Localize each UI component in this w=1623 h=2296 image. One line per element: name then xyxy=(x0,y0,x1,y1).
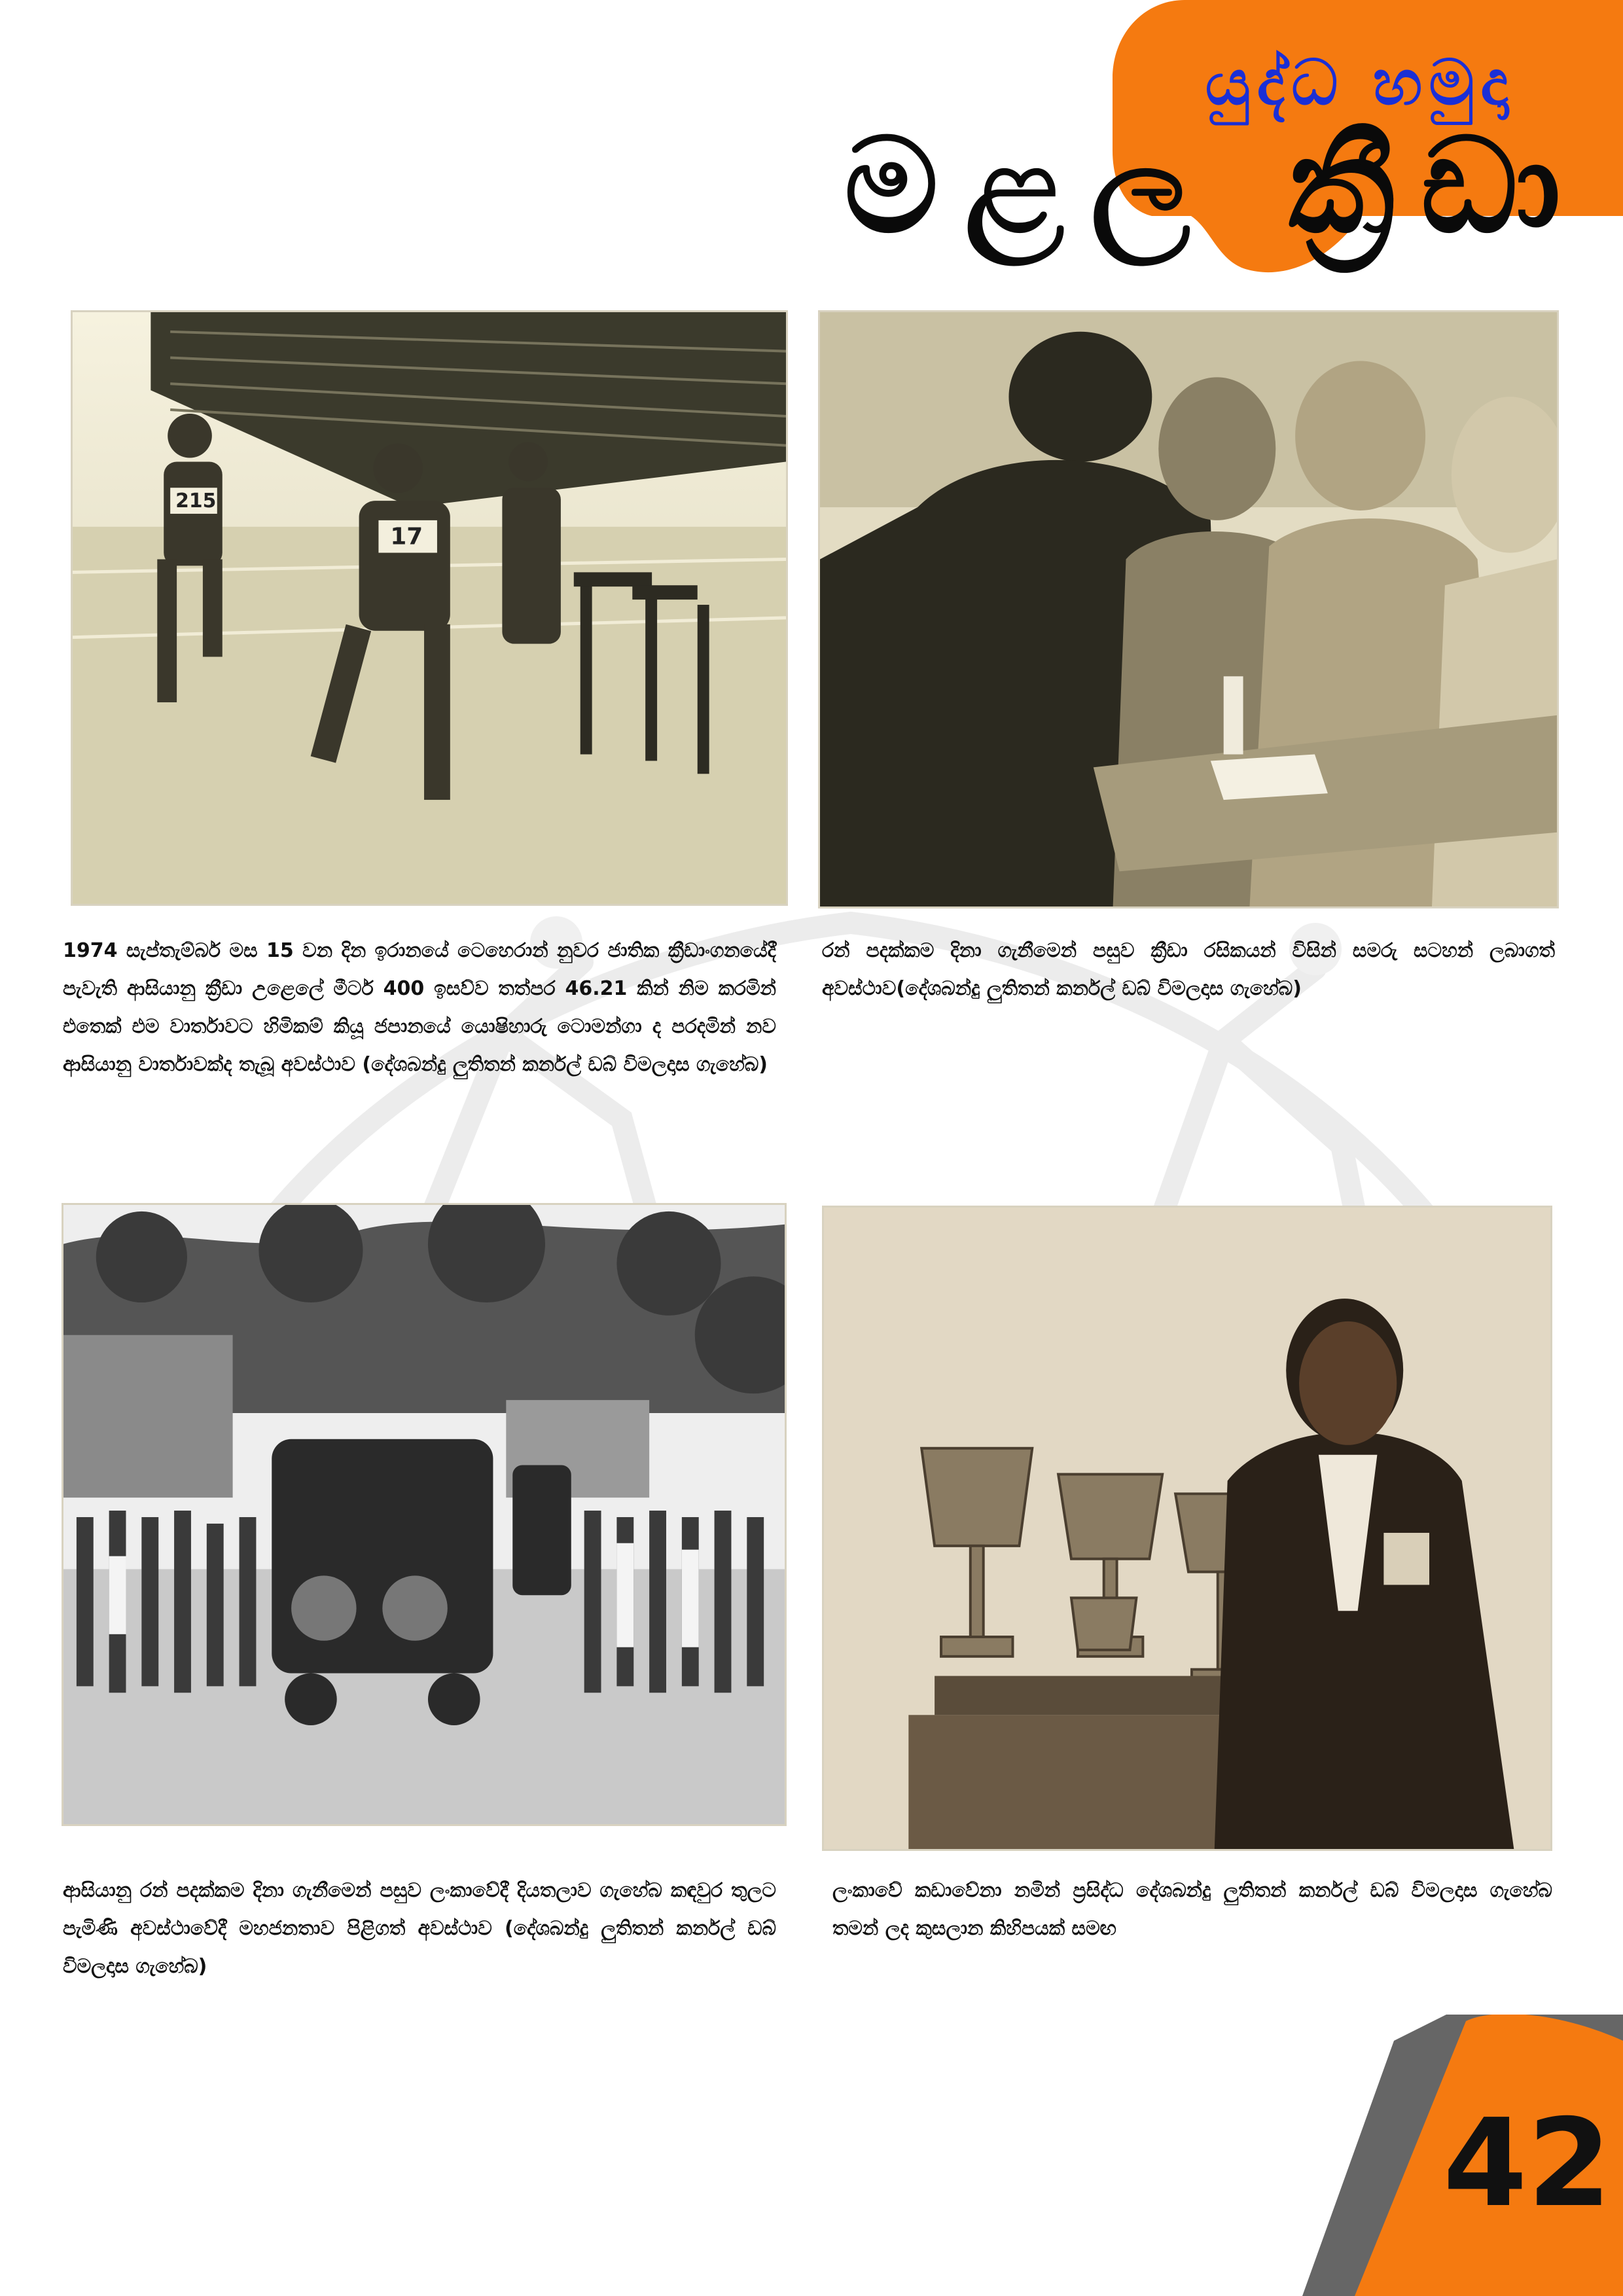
caption-trophies: ලංකාවේ කඩාවේනා නමින් ප්‍රසිද්ධ දේශබන්දු ලුතිතන් කර්නල් ඩබ් විමලදාස ගැහේබ තමන් ලද කුසලාන කිහිපයක් සමඟ xyxy=(832,1879,1552,1940)
runner-bib-17: 17 xyxy=(390,523,423,550)
caption-race: 1974 සැප්තැම්බර් මස 15 වන දින ඉරානයේ ටෙහෙරාන් නුවර ජාතික ක්‍රීඩාංගනයේදී පැවැති ආසියානු ක්‍රීඩා උළෙලේ මීටර් 400 ඉසව්ව තත්පර 46.21 කින් නිම කරමින් එතෙක් එම වාර්තාවට හිමිකම් කියූ ජපානයේ යොෂිහාරු ටොමන්ගා ද පරදමින් නව ආසියානු වාර්තාවක්ද තැබූ අවස්ථාව (දේශබන්දු ලුතිතන් කර්නල් ඩබ් විමලදාස ගැහේබ) xyxy=(63,939,776,1076)
page-number: 42 xyxy=(1443,2092,1612,2234)
photo-autographs xyxy=(818,310,1559,908)
photo-parade xyxy=(62,1203,787,1826)
page-title: මළල ක්‍රීඩා xyxy=(844,110,1587,262)
runner-bib-215: 215 xyxy=(175,490,217,513)
photo-race xyxy=(71,310,788,906)
caption-autographs: රන් පදක්කම දිනා ගැනීමෙන් පසුව ක්‍රීඩා රසිකයන් විසින් සමරු සටහන් ලබාගත් අවස්ථාව(දේශබන්දු ලුතිතන් කර්නල් ඩබ් විමලදාස ගැහේබ) xyxy=(822,939,1555,1000)
section-kicker: යුද්ධ හමුදා xyxy=(1205,46,1515,119)
caption-parade: ආසියානු රන් පදක්කම දිනා ගැනීමෙන් පසුව ලංකාවේදී දියතලාව ගැහේබ කඳවුර තුලට පැමිණි අවස්ථාවේදී මහජනතාව පිළිගත් අවස්ථාව (දේශබන්දු ලුතිතන් කර්නල් ඩබ් විමලදාස ගැහේබ) xyxy=(63,1879,776,1978)
photo-trophies xyxy=(822,1206,1552,1851)
